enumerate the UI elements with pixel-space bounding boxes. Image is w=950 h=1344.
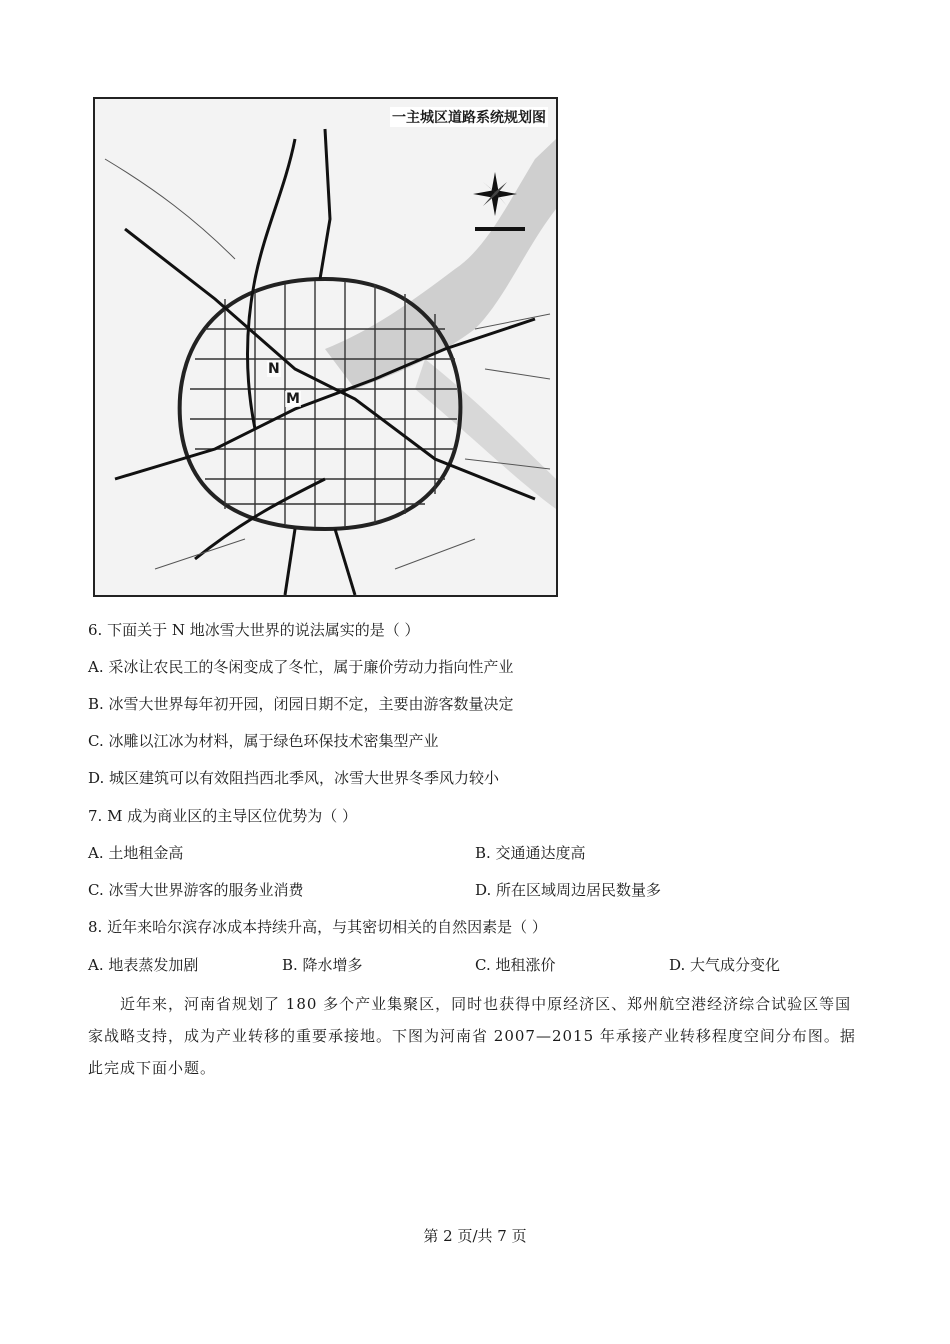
map-drawing: [95, 99, 556, 595]
arterial-roads: [115, 129, 535, 595]
map-title: 一主城区道路系统规划图: [390, 107, 548, 127]
map-label-n: N: [268, 361, 280, 377]
question-8-option-c: C. 地租涨价: [475, 956, 556, 974]
question-7-option-b: B. 交通通达度高: [475, 844, 586, 862]
question-6-option-b: B. 冰雪大世界每年初开园，闭园日期不定，主要由游客数量决定: [88, 695, 514, 713]
question-7-option-d: D. 所在区域周边居民数量多: [475, 881, 662, 899]
question-6-option-c: C. 冰雕以江冰为材料，属于绿色环保技术密集型产业: [88, 732, 439, 750]
question-7-option-a: A. 土地租金高: [88, 844, 184, 862]
page-footer: 第 2 页/共 7 页: [423, 1227, 527, 1245]
scale-bar: [475, 227, 525, 231]
question-6-option-d: D. 城区建筑可以有效阻挡西北季风，冰雪大世界冬季风力较小: [88, 769, 500, 787]
question-8-option-a: A. 地表蒸发加剧: [88, 956, 199, 974]
question-7-stem: 7. M 成为商业区的主导区位优势为（ ）: [88, 807, 357, 825]
map-label-m: M: [286, 391, 300, 407]
question-7-option-c: C. 冰雪大世界游客的服务业消费: [88, 881, 304, 899]
question-8-option-d: D. 大气成分变化: [669, 956, 781, 974]
passage-paragraph: 近年来，河南省规划了 180 多个产业集聚区，同时也获得中原经济区、郑州航空港经济综合试验区等国家战略支持，成为产业转移的重要承接地。下图为河南省 2007—2015 年承接产业转移程度空间分布图。据此完成下面小题。: [88, 995, 856, 1077]
outer-roads: [105, 159, 550, 569]
question-8-option-b: B. 降水增多: [282, 956, 363, 974]
question-8-stem: 8. 近年来哈尔滨存冰成本持续升高，与其密切相关的自然因素是（ ）: [88, 918, 547, 936]
road-system-map: [93, 97, 558, 597]
question-6-stem: 6. 下面关于 N 地冰雪大世界的说法属实的是（ ）: [88, 621, 420, 639]
question-6-option-a: A. 采冰让农民工的冬闲变成了冬忙，属于廉价劳动力指向性产业: [88, 658, 514, 676]
